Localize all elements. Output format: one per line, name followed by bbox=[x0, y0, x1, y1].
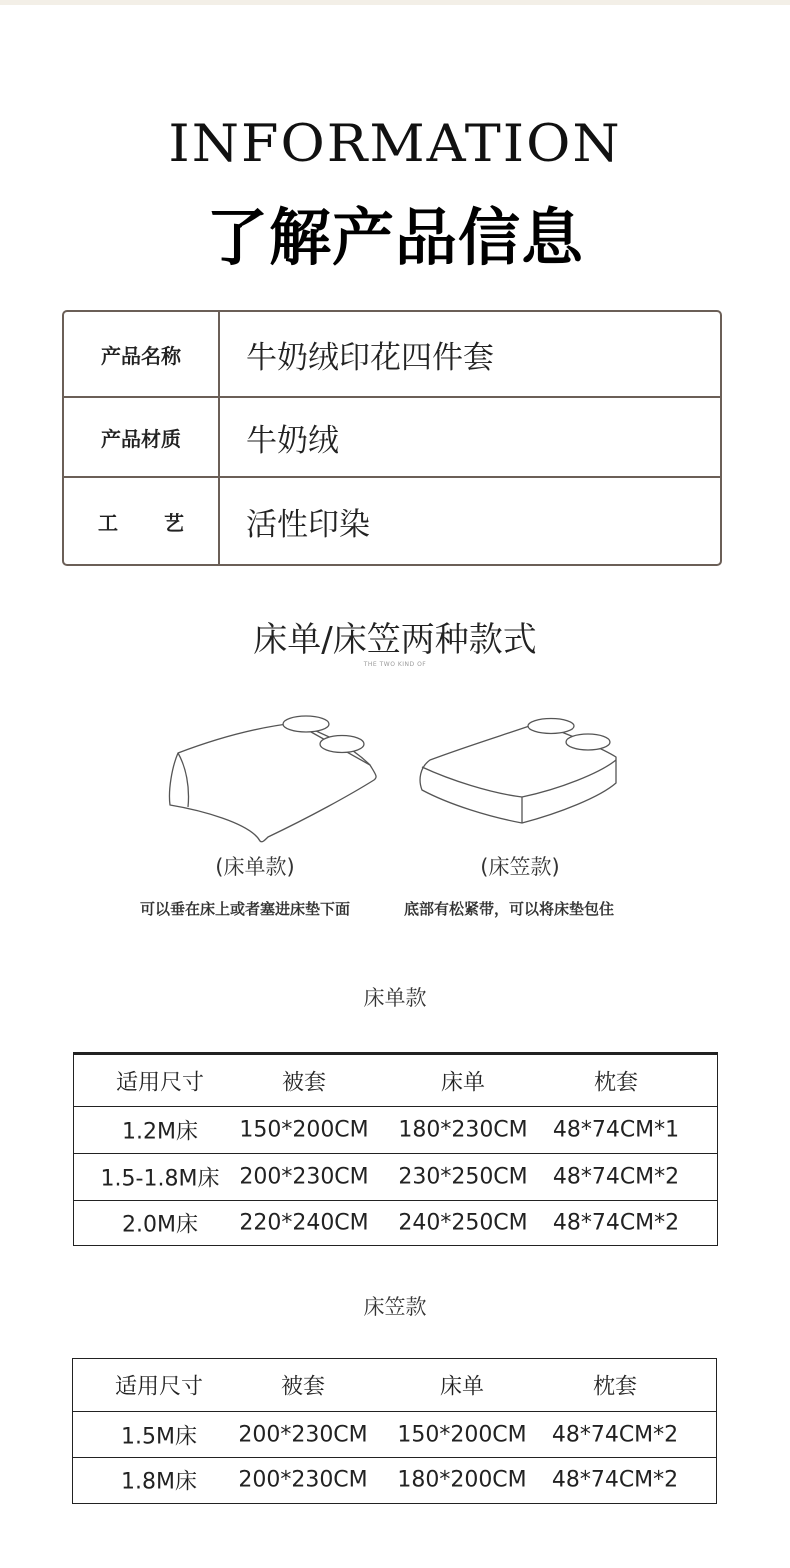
info-label-part: 工 bbox=[98, 510, 118, 535]
table-cell: 48*74CM*2 bbox=[552, 1164, 680, 1190]
table-cell: 230*250CM bbox=[398, 1164, 528, 1190]
info-label: 产品材质 bbox=[64, 398, 220, 476]
flat-size-table bbox=[73, 1052, 718, 1246]
info-label bbox=[64, 478, 220, 564]
fitted-table-title: 床笠款 bbox=[363, 1295, 427, 1319]
info-value: 活性印染 bbox=[246, 506, 370, 543]
fitted-sheet-caption: (床笠款) bbox=[480, 855, 560, 879]
table-cell: 220*240CM bbox=[239, 1210, 369, 1236]
fitted-sheet-bed-illustration bbox=[410, 705, 630, 840]
table-cell: 200*230CM bbox=[239, 1164, 369, 1190]
table-row bbox=[74, 1201, 717, 1245]
table-header-cell: 床单 bbox=[440, 1070, 485, 1095]
table-header-cell: 被套 bbox=[281, 1070, 326, 1095]
table-cell: 180*230CM bbox=[398, 1117, 528, 1143]
info-row-material bbox=[64, 398, 720, 478]
table-row bbox=[73, 1458, 716, 1502]
info-label: 产品名称 bbox=[64, 312, 220, 396]
styles-subtitle: THE TWO KIND OF bbox=[363, 661, 427, 668]
table-cell: 48*74CM*2 bbox=[551, 1467, 679, 1493]
table-header-cell: 适用尺寸 bbox=[114, 1374, 203, 1400]
top-band bbox=[0, 0, 790, 5]
table-cell: 48*74CM*1 bbox=[552, 1117, 680, 1143]
table-cell: 2.0M床 bbox=[122, 1212, 198, 1238]
flat-sheet-note: 可以垂在床上或者塞进床垫下面 bbox=[140, 900, 351, 918]
table-header-cell: 床单 bbox=[439, 1374, 484, 1400]
table-header-row bbox=[74, 1055, 717, 1107]
info-row-craft bbox=[64, 478, 720, 564]
table-header-cell: 被套 bbox=[280, 1374, 325, 1400]
page-title: 了解产品信息 bbox=[205, 201, 584, 274]
styles-title: 床单/床笠两种款式 bbox=[253, 620, 537, 660]
fitted-sheet-note: 底部有松紧带，可以将床垫包住 bbox=[404, 900, 615, 918]
table-cell: 240*250CM bbox=[398, 1210, 528, 1236]
table-row bbox=[73, 1412, 716, 1458]
table-cell: 1.5-1.8M床 bbox=[100, 1166, 220, 1192]
table-cell: 1.5M床 bbox=[121, 1424, 197, 1449]
table-row bbox=[74, 1154, 717, 1201]
table-header-cell: 枕套 bbox=[592, 1374, 637, 1400]
table-cell: 180*200CM bbox=[397, 1467, 527, 1493]
table-cell: 48*74CM*2 bbox=[552, 1210, 680, 1236]
table-cell: 1.8M床 bbox=[121, 1469, 197, 1495]
table-cell: 1.2M床 bbox=[122, 1119, 198, 1145]
flat-sheet-caption: (床单款) bbox=[215, 855, 295, 879]
table-row bbox=[74, 1107, 717, 1154]
info-value: 牛奶绒 bbox=[246, 422, 339, 459]
table-header-cell: 适用尺寸 bbox=[115, 1070, 204, 1095]
table-cell: 200*230CM bbox=[238, 1422, 368, 1447]
product-info-table bbox=[62, 310, 722, 566]
table-cell: 150*200CM bbox=[397, 1422, 527, 1447]
flat-table-title: 床单款 bbox=[363, 986, 427, 1010]
flat-sheet-bed-illustration bbox=[160, 705, 390, 850]
table-header-cell: 枕套 bbox=[593, 1070, 638, 1095]
table-header-row bbox=[73, 1359, 716, 1412]
info-label-part: 艺 bbox=[164, 510, 184, 535]
info-row-name bbox=[64, 312, 720, 398]
fitted-size-table bbox=[72, 1358, 717, 1504]
table-cell: 150*200CM bbox=[239, 1117, 369, 1143]
info-value: 牛奶绒印花四件套 bbox=[246, 339, 494, 376]
table-cell: 48*74CM*2 bbox=[551, 1422, 679, 1447]
english-title: INFORMATION bbox=[168, 113, 622, 174]
table-cell: 200*230CM bbox=[238, 1467, 368, 1493]
